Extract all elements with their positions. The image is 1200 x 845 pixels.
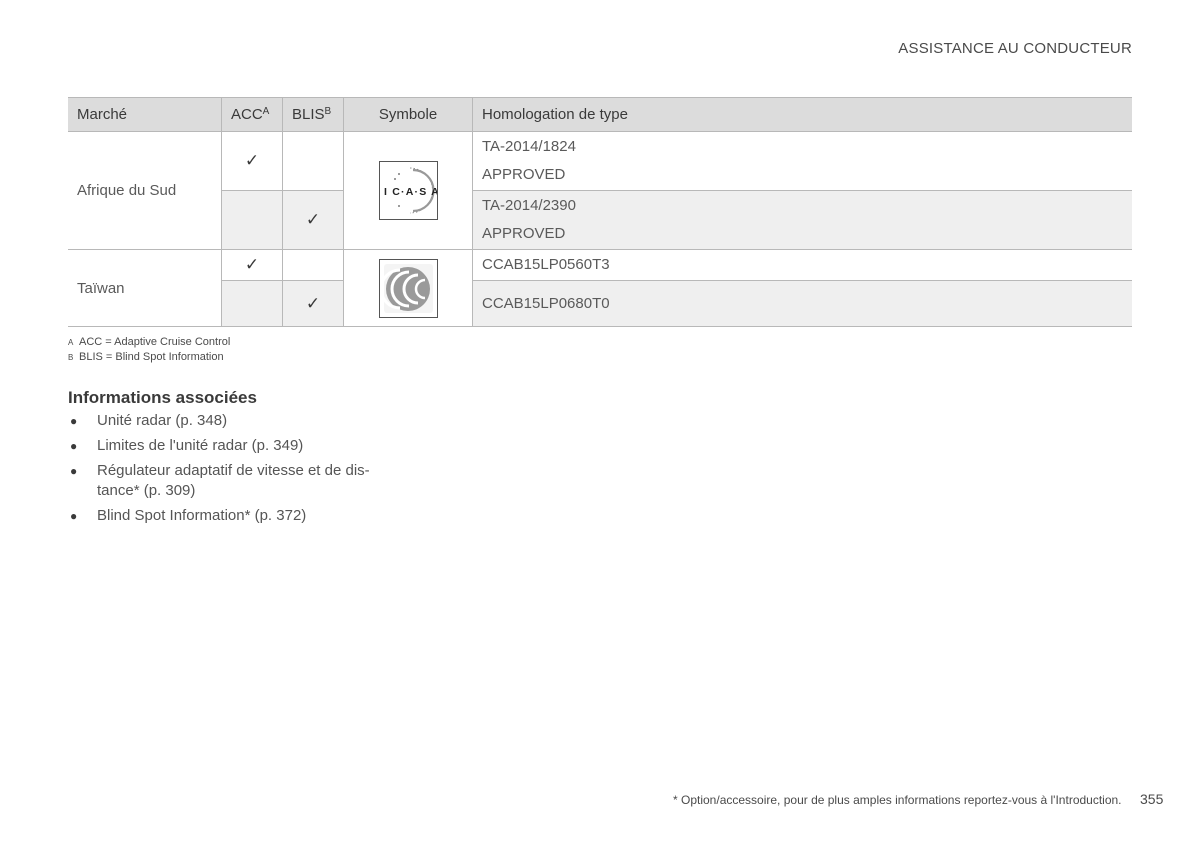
market-cell: Taïwan [68,250,222,327]
related-link-radar-limits[interactable]: ● Limites de l'unité radar (p. 349) [70,437,304,454]
homologation-cell: CCAB15LP0560T3 [473,250,1133,281]
acc-check [222,191,283,250]
icasa-logo-icon [379,161,438,220]
table-footnotes [68,335,230,365]
footer-note: * Option/accessoire, pour de plus amples informations reportez-vous à l'Introduction. [673,793,1122,807]
header-acc: $ACC^A$ [222,98,283,132]
table-row [68,250,1132,281]
market-cell: Afrique du Sud [68,132,222,250]
symbol-cell [344,250,473,327]
table-row [68,191,1132,250]
ncc-logo-icon [379,259,438,318]
footnote-acc: A ACC = Adaptive Cruise Control [68,336,231,348]
header-blis: $BLIS^B$ [283,98,344,132]
homologation-cell: CCAB15LP0680T0 [473,281,1133,327]
page-number: 355 [1140,791,1164,807]
svg-text:I C·A·S A: I C·A·S A [383,186,437,198]
blis-check [283,250,344,281]
type-approval-table [68,97,1132,327]
related-list [68,411,388,526]
header-homologation: Homologation de type [473,98,1133,132]
table-row [68,132,1132,191]
related-link-blind-spot[interactable]: ● Blind Spot Information* (p. 372) [70,507,307,524]
symbol-cell [344,132,473,250]
acc-check: ✓ [222,250,283,281]
blis-check: ✓ [283,191,344,250]
table-header-row [68,98,1132,132]
homologation-cell: TA-2014/1824 APPROVED [473,132,1133,191]
related-title: Informations associées [68,388,257,407]
blis-check: ✓ [283,281,344,327]
related-link-adaptive-cruise[interactable]: ● Régulateur adaptatif de vitesse et de dis- tance* (p. 309) [70,462,370,499]
blis-check [283,132,344,191]
footnote-blis: B BLIS = Blind Spot Information [68,351,224,363]
header-symbol: Symbole [344,98,473,132]
section-title: ASSISTANCE AU CONDUCTEUR [898,40,1132,57]
header-market: Marché [68,98,222,132]
related-information [68,388,388,531]
acc-check: ✓ [222,132,283,191]
related-link-radar-unit[interactable]: ● Unité radar (p. 348) [70,412,228,429]
homologation-cell: TA-2014/2390 APPROVED [473,191,1133,250]
table-row [68,281,1132,327]
acc-check [222,281,283,327]
